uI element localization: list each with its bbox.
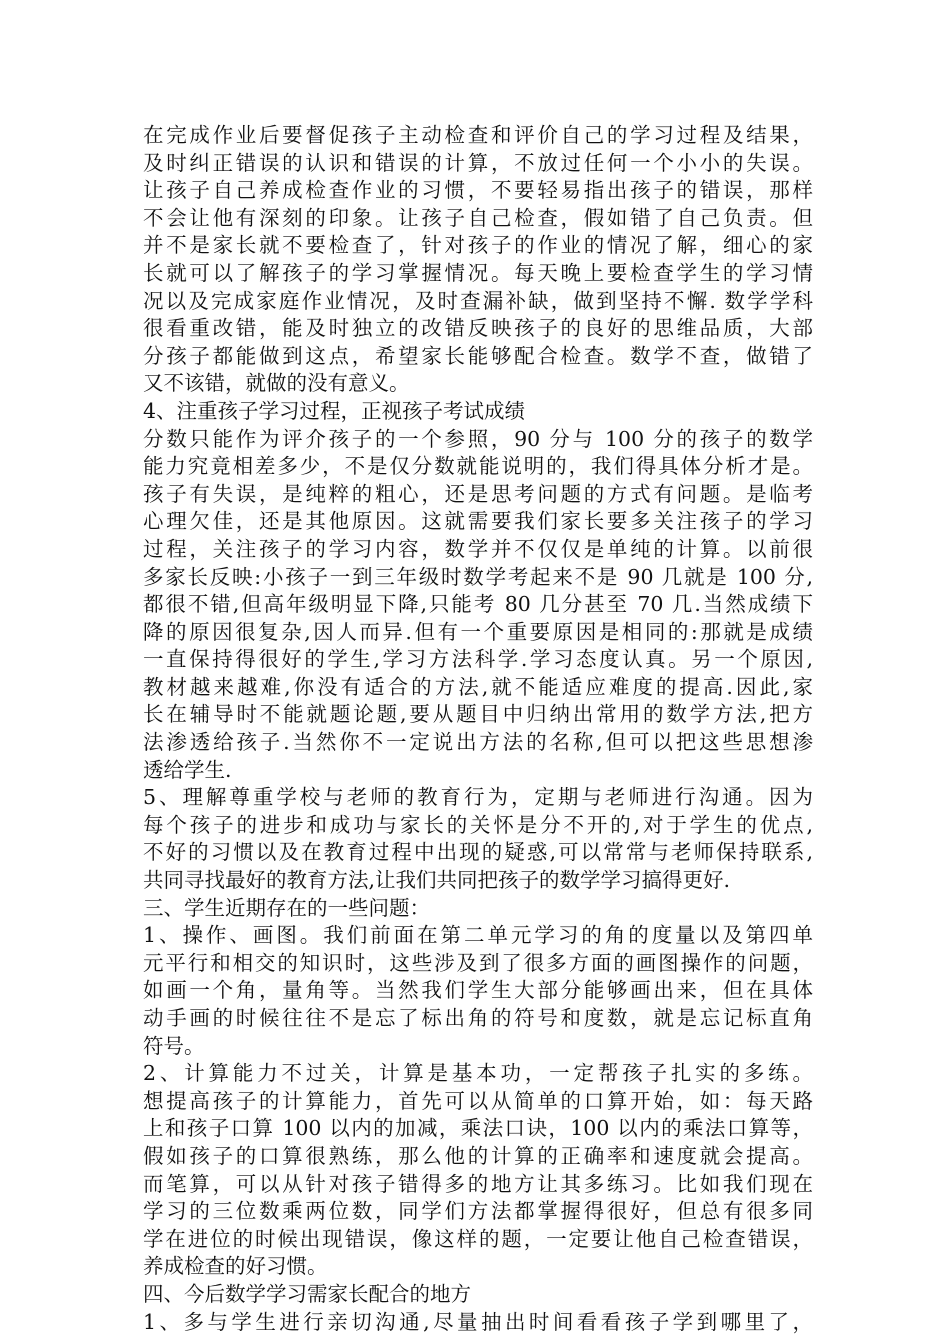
text-line: 能力究竟相差多少，不是仅分数就能说明的，我们得具体分析才是。 <box>143 454 813 479</box>
text-line: 养成检查的好习惯。 <box>143 1254 328 1279</box>
text-line: 孩子有失误，是纯粹的粗心，还是思考问题的方式有问题。是临考 <box>143 481 813 506</box>
text-line: 透给学生. <box>143 757 232 782</box>
text-line: 降的原因很复杂,因人而异.但有一个重要原因是相同的:那就是成绩 <box>143 619 813 644</box>
text-line: 如画一个角，量角等。当然我们学生大部分能够画出来，但在具体 <box>143 978 813 1003</box>
text-line: 共同寻找最好的教育方法,让我们共同把孩子的数学学习搞得更好. <box>143 868 731 893</box>
text-line: 5、理解尊重学校与老师的教育行为，定期与老师进行沟通。因为 <box>143 785 813 810</box>
text-line: 假如孩子的口算很熟练，那么他的计算的正确率和速度就会提高。 <box>143 1143 813 1168</box>
section-heading: 4、注重孩子学习过程，正视孩子考试成绩 <box>143 398 526 423</box>
text-line: 过程，关注孩子的学习内容，数学并不仅仅是单纯的计算。以前很 <box>143 536 813 561</box>
text-line: 上和孩子口算 100 以内的加减，乘法口诀，100 以内的乘法口算等， <box>143 1116 813 1141</box>
text-line: 分数只能作为评介孩子的一个参照，90 分与 100 分的孩子的数学 <box>143 426 813 451</box>
text-line: 在完成作业后要督促孩子主动检查和评价自己的学习过程及结果， <box>143 123 813 147</box>
text-line: 2、计算能力不过关，计算是基本功，一定帮孩子扎实的多练。 <box>143 1061 813 1086</box>
text-line: 多家长反映:小孩子一到三年级时数学考起来不是 90 几就是 100 分, <box>143 564 813 589</box>
text-line: 不会让他有深刻的印象。让孩子自己检查，假如错了自己负责。但 <box>143 205 813 230</box>
text-line: 动手画的时候往往不是忘了标出角的符号和度数，就是忘记标直角 <box>143 1006 813 1030</box>
text-line: 而笔算，可以从针对孩子错得多的地方让其多练习。比如我们现在 <box>143 1171 813 1196</box>
text-line: 况以及完成家庭作业情况，及时查漏补缺，做到坚持不懈. 数学学科 <box>143 288 813 313</box>
text-line: 学在进位的时候出现错误，像这样的题，一定要让他自己检查错误， <box>143 1226 813 1251</box>
text-line: 符号。 <box>143 1033 205 1058</box>
section-heading: 四、今后数学学习需家长配合的地方 <box>143 1281 471 1306</box>
text-line: 1、操作、画图。我们前面在第二单元学习的角的度量以及第四单 <box>143 923 813 948</box>
text-line: 长在辅导时不能就题论题,要从题目中归纳出常用的数学方法,把方 <box>143 702 813 727</box>
text-line: 心理欠佳，还是其他原因。这就需要我们家长要多关注孩子的学习 <box>143 509 813 534</box>
text-line: 1、多与学生进行亲切沟通,尽量抽出时间看看孩子学到哪里了， <box>143 1309 813 1334</box>
document-page <box>143 122 813 1336</box>
text-line: 长就可以了解孩子的学习掌握情况。每天晚上要检查学生的学习情 <box>143 260 813 285</box>
text-line: 都很不错,但高年级明显下降,只能考 80 几分甚至 70 几.当然成绩下 <box>143 592 813 617</box>
text-line: 每个孩子的进步和成功与家长的关怀是分不开的,对于学生的优点, <box>143 812 813 837</box>
text-line: 很看重改错，能及时独立的改错反映孩子的良好的思维品质，大部 <box>143 316 813 341</box>
text-line: 分孩子都能做到这点，希望家长能够配合检查。数学不查，做错了 <box>143 343 813 368</box>
text-line: 让孩子自己养成检查作业的习惯，不要轻易指出孩子的错误，那样 <box>143 178 813 203</box>
text-line: 并不是家长就不要检查了，针对孩子的作业的情况了解，细心的家 <box>143 233 813 258</box>
text-line: 想提高孩子的计算能力，首先可以从简单的口算开始，如：每天路 <box>143 1088 813 1113</box>
section-heading: 三、学生近期存在的一些问题： <box>143 895 430 920</box>
text-line: 不好的习惯以及在教育过程中出现的疑惑,可以常常与老师保持联系, <box>143 840 813 865</box>
text-line: 元平行和相交的知识时，这些涉及到了很多方面的画图操作的问题， <box>143 950 813 975</box>
text-line: 学习的三位数乘两位数，同学们方法都掌握得很好，但总有很多同 <box>143 1199 813 1224</box>
text-line: 及时纠正错误的认识和错误的计算，不放过任何一个小小的失误。 <box>143 150 813 175</box>
text-line: 又不该错，就做的没有意义。 <box>143 371 410 396</box>
text-line: 法渗透给孩子.当然你不一定说出方法的名称,但可以把这些思想渗 <box>143 730 813 755</box>
text-line: 一直保持得很好的学生,学习方法科学.学习态度认真。另一个原因, <box>143 647 813 672</box>
text-line: 教材越来越难,你没有适合的方法,就不能适应难度的提高.因此,家 <box>143 674 813 699</box>
